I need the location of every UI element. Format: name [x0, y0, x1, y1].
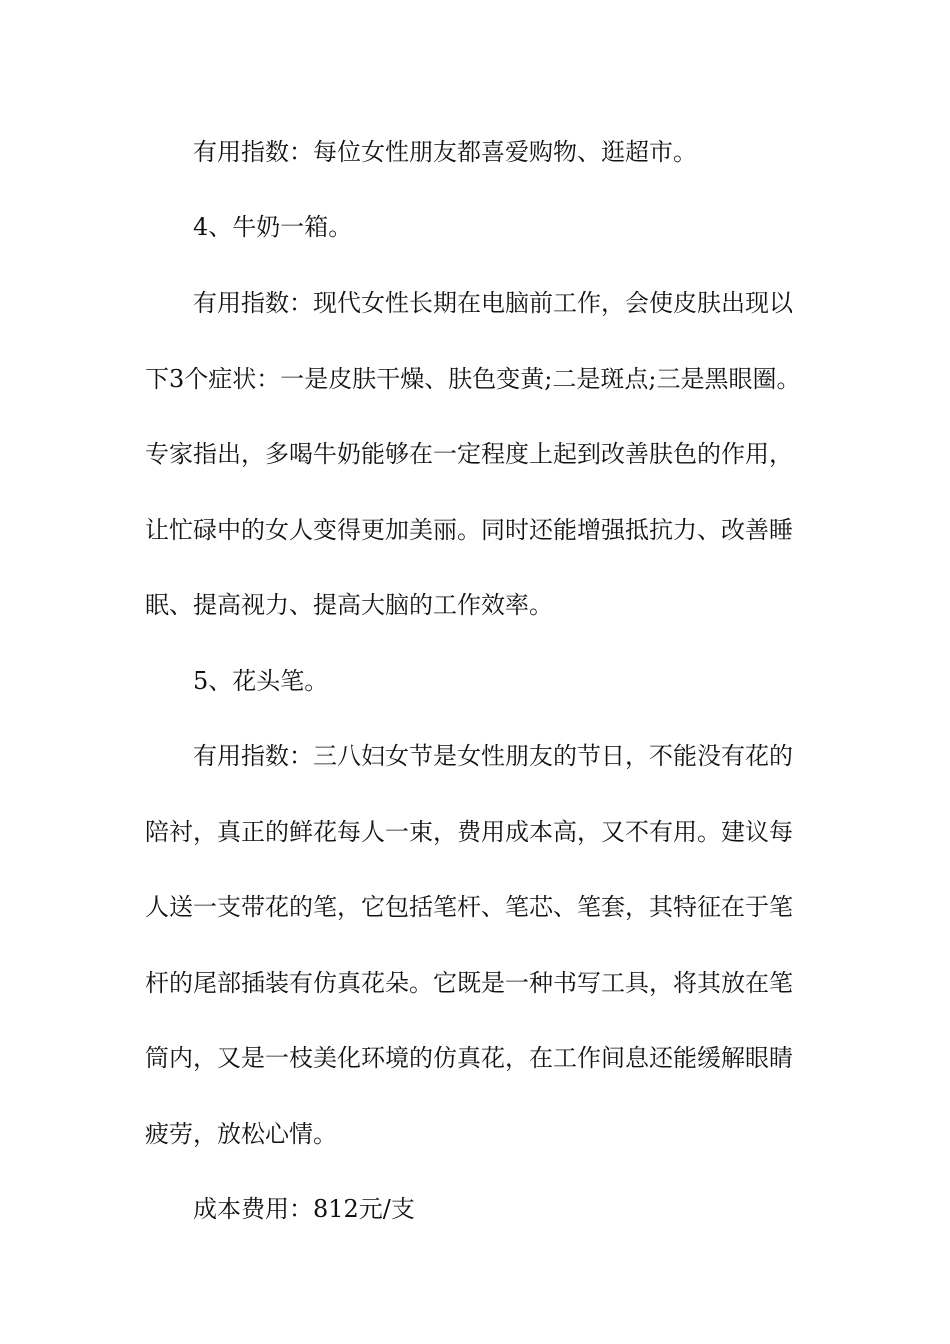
item-heading-milk: 4、牛奶一箱。	[193, 213, 353, 241]
paragraph-pen-line-2: 陪衬，真正的鲜花每人一束，费用成本高，又不有用。建议每	[145, 818, 793, 846]
paragraph-pen-line-5: 筒内，又是一枝美化环境的仿真花，在工作间息还能缓解眼睛	[145, 1044, 793, 1072]
paragraph-milk-line-5: 眠、提高视力、提高大脑的工作效率。	[145, 591, 553, 619]
paragraph-pen-line-1: 有用指数：三八妇女节是女性朋友的节日，不能没有花的	[193, 742, 793, 770]
paragraph-milk-line-2: 下3个症状：一是皮肤干燥、肤色变黄;二是斑点;三是黑眼圈。	[145, 365, 801, 393]
paragraph-pen-line-3: 人送一支带花的笔，它包括笔杆、笔芯、笔套，其特征在于笔	[145, 893, 793, 921]
paragraph-pen-line-4: 杆的尾部插装有仿真花朵。它既是一种书写工具，将其放在笔	[145, 969, 793, 997]
paragraph-milk-line-3: 专家指出，多喝牛奶能够在一定程度上起到改善肤色的作用，	[145, 440, 793, 468]
paragraph-milk-line-4: 让忙碌中的女人变得更加美丽。同时还能增强抵抗力、改善睡	[145, 516, 793, 544]
paragraph-milk-line-1: 有用指数：现代女性长期在电脑前工作，会使皮肤出现以	[193, 289, 793, 317]
item-heading-flower-pen: 5、花头笔。	[193, 667, 329, 695]
paragraph-usefulness-shopping: 有用指数：每位女性朋友都喜爱购物、逛超市。	[193, 138, 697, 166]
paragraph-pen-line-6: 疲劳，放松心情。	[145, 1120, 337, 1148]
cost-line: 成本费用：812元/支	[193, 1195, 415, 1223]
